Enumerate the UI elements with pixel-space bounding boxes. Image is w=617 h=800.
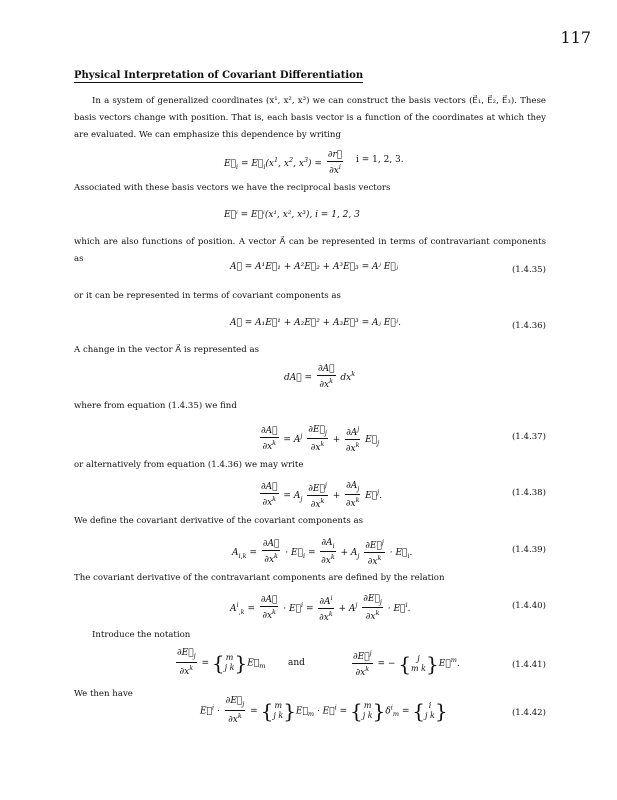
eq-label-36: (1.4.36) bbox=[511, 321, 546, 331]
eq35-text: A⃗ = A¹E⃗₁ + A²E⃗₂ + A³E⃗₃ = Aʲ E⃗ⱼ bbox=[230, 262, 399, 272]
basis-range: i = 1, 2, 3. bbox=[356, 155, 404, 165]
paragraph-7: or alternatively from equation (1.4.36) we may write bbox=[74, 460, 304, 470]
eq-label-40: (1.4.40) bbox=[511, 601, 546, 611]
paragraph-4: or it can be represented in terms of covariant components as bbox=[74, 291, 341, 301]
eq-label-41: (1.4.41) bbox=[511, 660, 546, 670]
equation-1-4-40: $A^i_{,k}$ = $\frac{\partial A⃗}{\partial x^k}$ · E⃗$^i$ = $\frac{\partial A^i}{\partial x^k}$ + $A^j$ $\frac{\partial E⃗_j}{\partial x^k}$ · E⃗$^i$. (1.4.40) bbox=[230, 593, 546, 623]
eq36-text: A⃗ = A₁E⃗¹ + A₂E⃗² + A₃E⃗³ = Aⱼ E⃗ʲ. bbox=[230, 318, 401, 328]
equation-1-4-42: E⃗$^i$ · $\frac{\partial E⃗_j}{\partial x^k}$ = { m j k }$E⃗_m$ · E⃗$^i$ = { m j k }$\delta^i_m$ = { i j k } (1.4.42) bbox=[200, 696, 546, 725]
eq-label-39: (1.4.39) bbox=[511, 545, 546, 555]
section-heading: Physical Interpretation of Covariant Differentiation bbox=[74, 70, 364, 81]
eq-label-38: (1.4.38) bbox=[511, 488, 546, 498]
paragraph-11: We then have bbox=[74, 689, 133, 699]
paragraph-1: In a system of generalized coordinates (x¹, x², x³) we can construct the basis vectors (E⃗₁, E⃗₂, E⃗₃). These basis vectors change with position. That is, each basis vector is a function of the coordinates at which they are evaluated. We can emphasize this dependence by writing bbox=[74, 96, 546, 140]
paragraph-3: which are also functions of position. A vector A⃗ can be represented in terms of contravariant components as bbox=[74, 237, 546, 264]
reciprocal-basis-text: E⃗ⁱ = E⃗ⁱ(x¹, x², x³), i = 1, 2, 3 bbox=[224, 210, 360, 220]
equation-basis: $E⃗_i$ = $E⃗_i(x^1$, $x^2$, $x^3$) = $\frac{\partial r⃗}{\partial x^i}$ i = 1, 2, 3. bbox=[224, 150, 404, 176]
paragraph-8: We define the covariant derivative of the covariant components as bbox=[74, 516, 364, 526]
equation-1-4-35 bbox=[74, 257, 546, 287]
equation-1-4-36 bbox=[74, 313, 546, 343]
paragraph-6: where from equation (1.4.35) we find bbox=[74, 401, 237, 411]
eq-label-42: (1.4.42) bbox=[511, 708, 546, 718]
page-number: 117 bbox=[560, 28, 591, 47]
equation-reciprocal bbox=[74, 205, 546, 235]
paragraph-10: Introduce the notation bbox=[92, 630, 191, 640]
paragraph-9: The covariant derivative of the contravariant components are defined by the relation bbox=[74, 573, 445, 583]
paragraph-5: A change in the vector A⃗ is represented as bbox=[74, 345, 260, 355]
equation-1-4-39: $A_{i,k}$ = $\frac{\partial A⃗}{\partial x^k}$ · $E⃗_i$ = $\frac{\partial A_i}{\partial x^k}$ + $A_j$ $\frac{\partial E⃗^j}{\partial x^k}$ · $E⃗_i$. (1.4.39) bbox=[232, 537, 546, 567]
equation-1-4-41: $\frac{\partial E⃗_j}{\partial x^k}$ = { m j k }$E⃗_m$ and $\frac{\partial E⃗^j}{\partial x^k}$ = − { j m k }E⃗$^m$. (1.4.41) bbox=[177, 648, 546, 678]
and-word: and bbox=[288, 658, 305, 668]
eq-label-35: (1.4.35) bbox=[511, 265, 546, 275]
equation-1-4-37: $\frac{\partial A⃗}{\partial x^k}$ = $A^j$ $\frac{\partial E⃗_j}{\partial x^k}$ + $\frac{\partial A^j}{\partial x^k}$ $E⃗_j$ (1.4.37) bbox=[261, 424, 546, 454]
eq-label-37: (1.4.37) bbox=[511, 432, 546, 442]
equation-1-4-38: $\frac{\partial A⃗}{\partial x^k}$ = $A_j$ $\frac{\partial E⃗^j}{\partial x^k}$ + $\frac{\partial A_j}{\partial x^k}$ E⃗$^j$. (1.4.38) bbox=[261, 480, 546, 510]
equation-dA: dA⃗ = $\frac{\partial A⃗}{\partial x^k}$ $dx^k$ bbox=[284, 364, 356, 390]
paragraph-2: Associated with these basis vectors we have the reciprocal basis vectors bbox=[74, 183, 391, 193]
